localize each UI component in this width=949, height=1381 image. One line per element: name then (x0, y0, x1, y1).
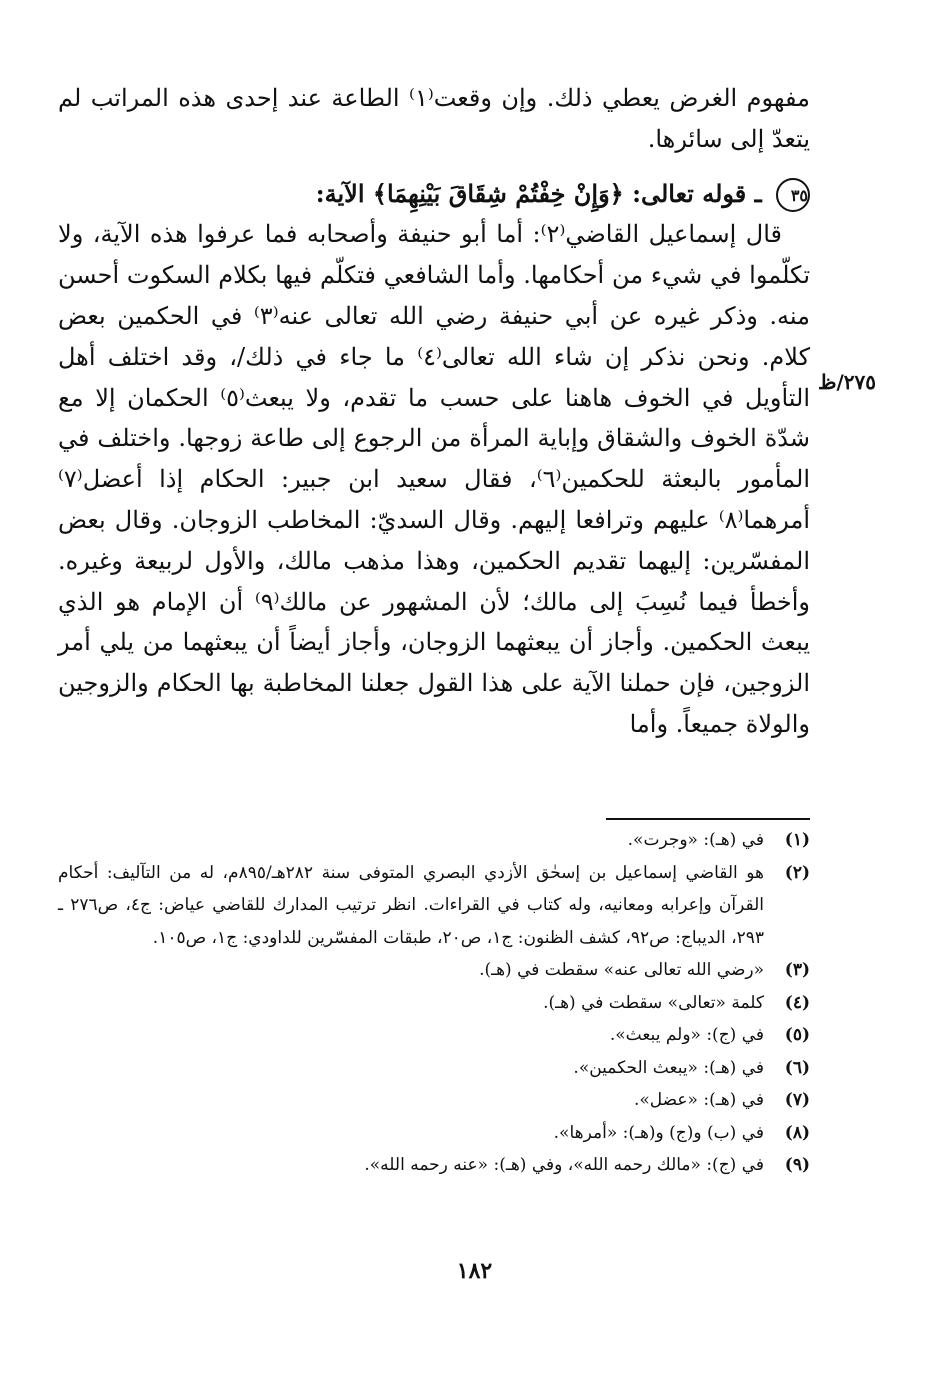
footnote (58, 954, 810, 987)
footnote (58, 824, 810, 857)
footnote-text: هو القاضي إسماعيل بن إسحٰق الأزدي البصري المتوفى سنة ٢٨٢هـ/٨٩٥م، له من التآليف: أحكام القرآن وإعرابه ومعانيه، وله كتاب في القراءات. انظر ترتيب المدارك للقاضي عياض: ج٤، ص٢٧٦ ـ ٢٩٣، الديباج: ص٩٢، كشف الظنون: ج١، ص٢٠، طبقات المفسّرين للداودي: ج١، ص١٠٥. (58, 862, 765, 948)
margin-folio-note: ٢٧٥/ظ (817, 370, 876, 394)
footnote-number: (٨) (784, 1122, 810, 1143)
footnote-text: في (هـ): «وجرت». (627, 830, 764, 850)
footnote-number: (٤) (784, 992, 810, 1013)
verse-heading-text: ـ قوله تعالى: ﴿وَإِنْ خِفْتُمْ شِقَاقَ بَيْنِهِمَا﴾ الآية: (315, 178, 762, 208)
footnote-number: (١) (784, 830, 810, 850)
ayah-number-badge: ٣٥ (776, 178, 810, 212)
footnote-text: كلمة «تعالى» سقطت في (هـ). (543, 992, 764, 1013)
footnote (58, 1084, 810, 1117)
footnote (58, 1149, 810, 1182)
footnote-text: في (ج): «مالك رحمه الله»، وفي (هـ): «عنه رحمه الله». (364, 1155, 764, 1175)
body-paragraph-text: قال إسماعيل القاضي⁽٢⁾: أما أبو حنيفة وأصحابه فما عرفوا هذه الآية، ولا تكلّموا في شيء من أحكامها. وأما الشافعي فتكلّم فيها بكلام السكوت أحسن منه. وذكر غيره عن أبي حنيفة رضي الله تعالى عنه⁽٣⁾ في الحكمين بعض كلام. ونحن نذكر إن شاء الله تعالى⁽٤⁾ ما جاء في ذلك/، وقد اختلف أهل التأويل في الخوف هاهنا على حسب ما تقدم، ولا يبعث⁽٥⁾ الحكمان إلا مع شدّة الخوف والشقاق وإباية المرأة من الرجوع إلى طاعة زوجها. واختلف في المأمور بالبعثة للحكمين⁽٦⁾، فقال سعيد ابن جبير: الحكام إذا أعضل⁽٧⁾ أمرهما⁽٨⁾ عليهم وترافعا إليهم. وقال السديّ: المخاطب الزوجان. وقال بعض المفسّرين: إليهما تقديم الحكمين، وهذا مذهب مالك، والأول لربيعة وغيره. وأخطأ فيما نُسِبَ إلى مالك؛ لأن المشهور عن مالك⁽٩⁾ أن الإمام هو الذي يبعث الحكمين. وأجاز أن يبعثهما الزوجان، وأجاز أيضاً أن يبعثهما من يلي أمر الزوجين، فإن حملنا الآية على هذا القول جعلنا المخاطبة بها الحكام والزوجين والولاة جميعاً. وأما (58, 220, 811, 738)
footnote-number: (٣) (784, 960, 810, 980)
page-number: ١٨٢ (456, 1258, 493, 1284)
footnote-number: (٧) (784, 1090, 810, 1110)
footnote (58, 1019, 810, 1052)
footnote (58, 987, 810, 1020)
footnote (58, 1117, 810, 1150)
footnote-text: في (هـ): «يبعث الحكمين». (573, 1057, 764, 1078)
footnotes (58, 824, 810, 1182)
footnote-number: (٢) (784, 862, 810, 883)
verse-heading (58, 174, 810, 215)
footnote-text: في (ب) و(ج) و(هـ): «أمرها». (553, 1122, 764, 1143)
footnote-text: في (هـ): «عضل». (633, 1090, 764, 1110)
footnote-text: في (ج): «ولم يبعث». (609, 1025, 764, 1045)
body-paragraph (58, 214, 810, 744)
footnote-text: «رضي الله تعالى عنه» سقطت في (هـ). (479, 960, 764, 980)
footnote (58, 1052, 810, 1085)
footnote-number: (٦) (784, 1057, 810, 1078)
footnote (58, 857, 810, 955)
footnote-divider (606, 818, 810, 820)
footnote-number: (٥) (784, 1025, 810, 1045)
main-text (58, 78, 810, 745)
footnote-number: (٩) (784, 1155, 810, 1175)
intro-paragraph: مفهوم الغرض يعطي ذلك. وإن وقعت⁽١⁾ الطاعة عند إحدى هذه المراتب لم يتعدّ إلى سائرها. (58, 84, 810, 153)
